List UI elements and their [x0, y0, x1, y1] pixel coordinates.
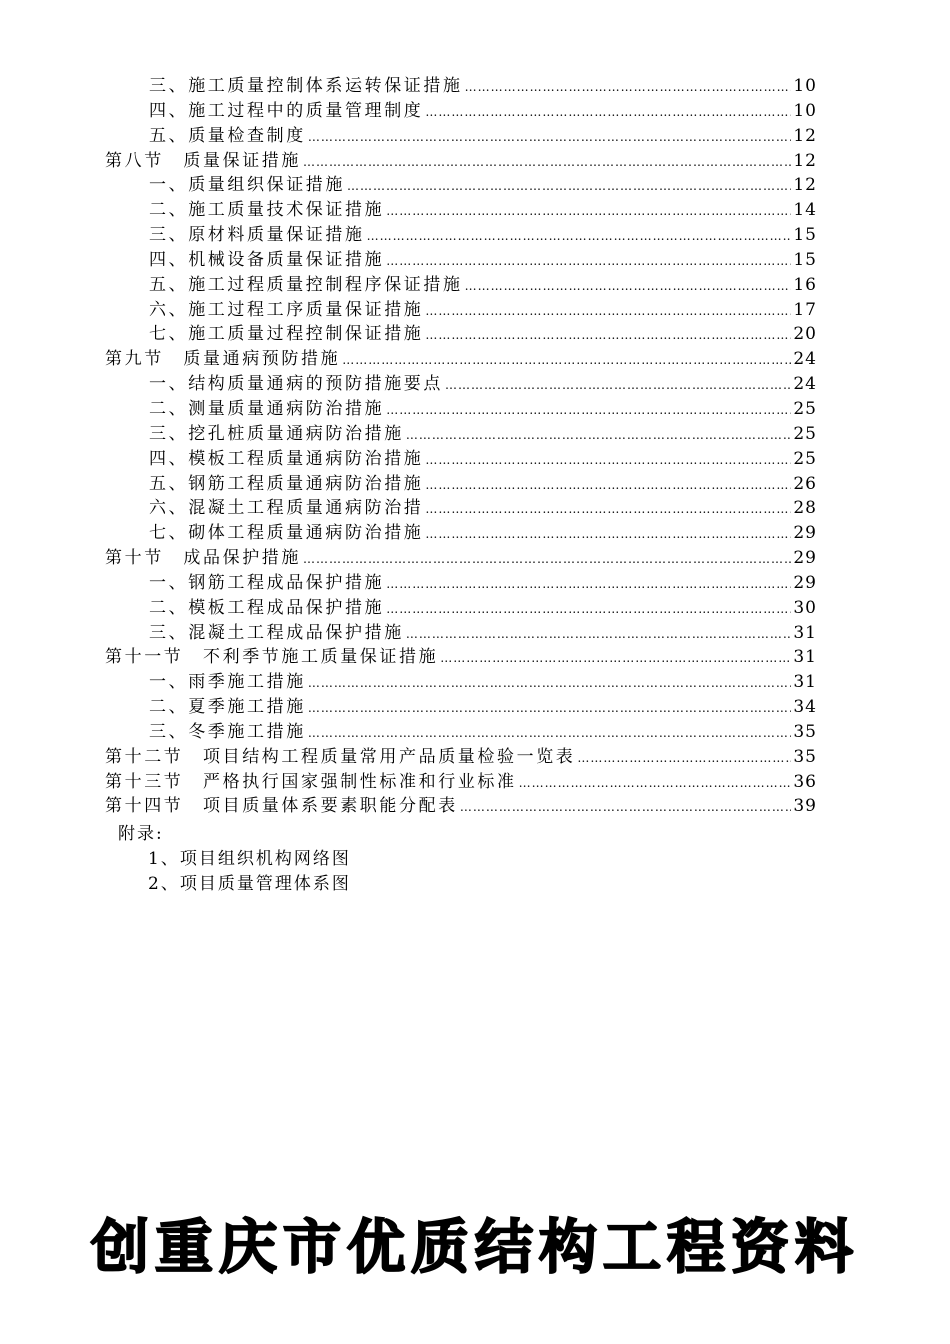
toc-leader-dots [308, 721, 792, 746]
toc-page-number: 30 [793, 597, 817, 618]
toc-page-number: 15 [793, 225, 817, 246]
toc-leader-dots [577, 746, 791, 771]
toc-entry-title: 三、原材料质量保证措施 [149, 225, 365, 246]
toc-entry-title: 三、冬季施工措施 [149, 721, 306, 742]
toc-page-number: 14 [793, 200, 817, 221]
toc-entry-title: 第十二节 项目结构工程质量常用产品质量检验一览表 [105, 746, 576, 767]
toc-leader-dots [303, 150, 791, 175]
toc-leader-dots [386, 398, 791, 423]
toc-section-row[interactable] [105, 745, 817, 770]
toc-page-number: 24 [793, 374, 817, 395]
toc-item-row[interactable] [105, 422, 817, 447]
toc-page-number: 35 [793, 746, 817, 767]
toc-entry-title: 一、结构质量通病的预防措施要点 [149, 374, 443, 395]
toc-item-row[interactable] [105, 695, 817, 720]
toc-item-row[interactable] [105, 596, 817, 621]
toc-item-row[interactable] [105, 248, 817, 273]
toc-leader-dots [386, 249, 791, 274]
toc-page-number: 12 [793, 125, 817, 146]
toc-entry-title: 第十三节 严格执行国家强制性标准和行业标准 [105, 771, 517, 792]
toc-entry-title: 六、施工过程工序质量保证措施 [149, 299, 424, 320]
toc-page-number: 34 [793, 697, 817, 718]
toc-leader-dots [406, 423, 792, 448]
toc-entry-title: 第十一节 不利季节施工质量保证措施 [105, 647, 439, 668]
toc-page-number: 39 [793, 796, 817, 817]
toc-item-row[interactable] [105, 273, 817, 298]
toc-entry-title: 五、钢筋工程质量通病防治措施 [149, 473, 424, 494]
toc-section-row[interactable] [105, 770, 817, 795]
toc-leader-dots [425, 522, 791, 547]
toc-entry-title: 三、混凝土工程成品保护措施 [149, 622, 404, 643]
toc-page-number: 10 [793, 76, 817, 96]
toc-leader-dots [519, 771, 792, 796]
toc-item-row[interactable] [105, 74, 817, 99]
toc-leader-dots [425, 299, 791, 324]
toc-section-row[interactable] [105, 149, 817, 174]
toc-item-row[interactable] [105, 223, 817, 248]
toc-leader-dots [445, 373, 791, 398]
toc-entry-title: 第十节 成品保护措施 [105, 548, 301, 569]
toc-page-number: 29 [793, 523, 817, 544]
toc-leader-dots [460, 795, 792, 820]
toc-page-number: 29 [793, 548, 817, 569]
toc-leader-dots [465, 274, 792, 299]
toc-item-row[interactable] [105, 298, 817, 323]
toc-entry-title: 第八节 质量保证措施 [105, 150, 301, 171]
toc-page-number: 12 [793, 175, 817, 196]
table-of-contents [105, 74, 817, 819]
appendix-label: 附录: [118, 824, 164, 844]
toc-leader-dots [425, 323, 791, 348]
appendix-item: 1、项目组织机构网络图 [148, 849, 351, 869]
toc-page-number: 28 [793, 498, 817, 519]
toc-item-row[interactable] [105, 173, 817, 198]
toc-item-row[interactable] [105, 372, 817, 397]
toc-leader-dots [425, 497, 791, 522]
appendix [118, 822, 351, 897]
toc-page-number: 31 [793, 647, 817, 668]
toc-page-number: 25 [793, 423, 817, 444]
document-banner-title: 创重庆市优质结构工程资料 [90, 1213, 859, 1281]
toc-item-row[interactable] [105, 447, 817, 472]
toc-entry-title: 七、砌体工程质量通病防治措施 [149, 523, 424, 544]
toc-item-row[interactable] [105, 397, 817, 422]
toc-leader-dots [425, 100, 791, 125]
toc-section-row[interactable] [105, 645, 817, 670]
toc-leader-dots [367, 224, 792, 249]
toc-leader-dots [440, 646, 791, 671]
appendix-item: 2、项目质量管理体系图 [148, 874, 351, 894]
toc-page-number: 31 [793, 622, 817, 643]
toc-item-row[interactable] [105, 472, 817, 497]
toc-leader-dots [308, 671, 792, 696]
toc-page-number: 15 [793, 249, 817, 270]
toc-entry-title: 一、钢筋工程成品保护措施 [149, 572, 385, 593]
toc-item-row[interactable] [105, 124, 817, 149]
toc-leader-dots [308, 125, 792, 150]
toc-section-row[interactable] [105, 794, 817, 819]
toc-item-row[interactable] [105, 198, 817, 223]
toc-page-number: 26 [793, 473, 817, 494]
toc-entry-title: 七、施工质量过程控制保证措施 [149, 324, 424, 345]
toc-item-row[interactable] [105, 99, 817, 124]
toc-item-row[interactable] [105, 720, 817, 745]
toc-item-row[interactable] [105, 621, 817, 646]
toc-leader-dots [303, 547, 791, 572]
toc-entry-title: 二、测量质量通病防治措施 [149, 398, 385, 419]
toc-entry-title: 一、雨季施工措施 [149, 672, 306, 693]
toc-entry-title: 一、质量组织保证措施 [149, 175, 345, 196]
toc-section-row[interactable] [105, 546, 817, 571]
toc-entry-title: 四、模板工程质量通病防治措施 [149, 448, 424, 469]
toc-page-number: 17 [793, 299, 817, 320]
toc-item-row[interactable] [105, 670, 817, 695]
toc-page-number: 24 [793, 349, 817, 370]
toc-page-number: 20 [793, 324, 817, 345]
toc-leader-dots [308, 696, 792, 721]
toc-page-number: 31 [793, 672, 817, 693]
toc-entry-title: 第十四节 项目质量体系要素职能分配表 [105, 796, 458, 817]
toc-entry-title: 三、挖孔桩质量通病防治措施 [149, 423, 404, 444]
toc-page-number: 25 [793, 398, 817, 419]
toc-leader-dots [342, 348, 791, 373]
toc-entry-title: 二、模板工程成品保护措施 [149, 597, 385, 618]
toc-entry-title: 五、质量检查制度 [149, 125, 306, 146]
toc-entry-title: 二、夏季施工措施 [149, 697, 306, 718]
toc-page-number: 12 [793, 150, 817, 171]
toc-entry-title: 四、施工过程中的质量管理制度 [149, 100, 424, 121]
toc-item-row[interactable] [105, 496, 817, 521]
toc-entry-title: 五、施工过程质量控制程序保证措施 [149, 274, 463, 295]
toc-entry-title: 四、机械设备质量保证措施 [149, 249, 385, 270]
toc-entry-title: 三、施工质量控制体系运转保证措施 [149, 76, 463, 96]
toc-leader-dots [406, 622, 792, 647]
toc-page-number: 10 [793, 100, 817, 121]
toc-leader-dots [425, 473, 791, 498]
toc-item-row[interactable] [105, 571, 817, 596]
toc-leader-dots [386, 199, 791, 224]
toc-item-row[interactable] [105, 322, 817, 347]
toc-entry-title: 第九节 质量通病预防措施 [105, 349, 341, 370]
toc-item-row[interactable] [105, 521, 817, 546]
toc-page-number: 35 [793, 721, 817, 742]
toc-page-number: 25 [793, 448, 817, 469]
toc-section-row[interactable] [105, 347, 817, 372]
toc-leader-dots [386, 572, 791, 597]
toc-page-number: 29 [793, 572, 817, 593]
toc-leader-dots [347, 174, 791, 199]
toc-leader-dots [386, 597, 791, 622]
toc-entry-title: 二、施工质量技术保证措施 [149, 200, 385, 221]
toc-leader-dots [425, 448, 791, 473]
toc-leader-dots [465, 75, 792, 100]
toc-page-number: 16 [793, 274, 817, 295]
toc-entry-title: 六、混凝土工程质量通病防治措 [149, 498, 424, 519]
toc-page-number: 36 [793, 771, 817, 792]
